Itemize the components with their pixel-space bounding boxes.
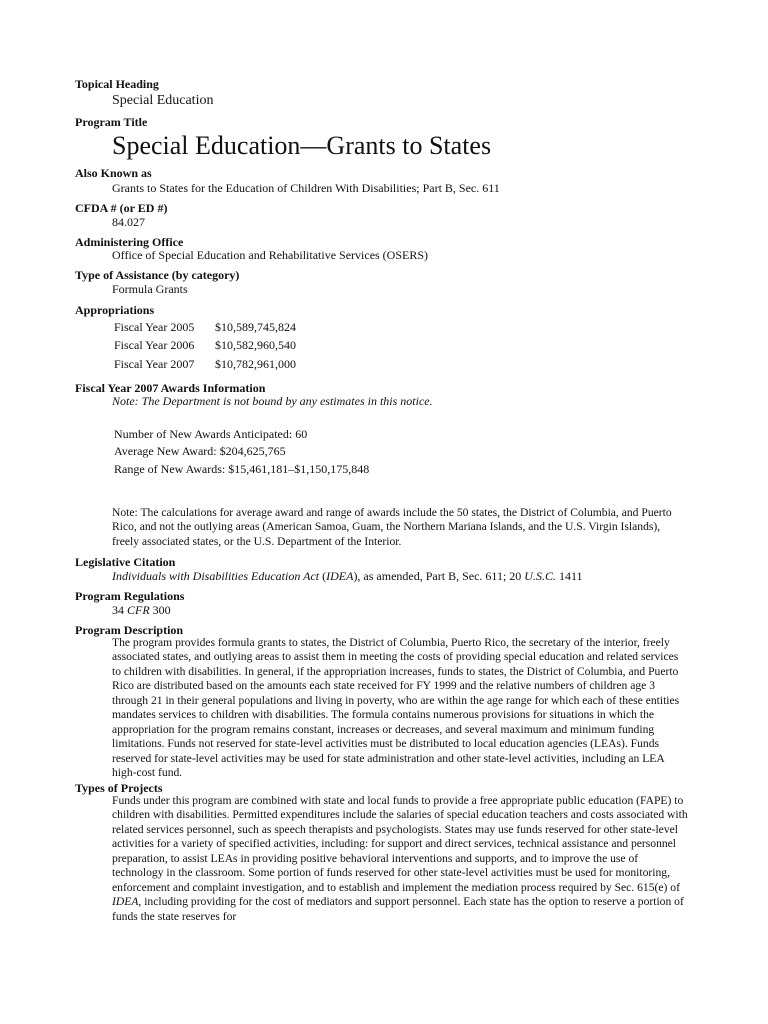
program-description-text: The program provides formula grants to states, the District of Columbia, Puerto Rico, the secretary of the interior, freely associated states, and outlying areas to assist them in meeting the costs of providing special education and related services to children with disabilities. In general, if the appropriation increases, funds to states, the District of Columbia, and Puerto Rico are distributed based on the amounts each state received for FY 1999 and the relative numbers of children age 3 through 21 in their general populations and living in poverty, who are within the age range for which each of these entities mandates services to children with disabilities. The formula contains numerous provisions for situations in which the appropriation for the program remains constant, increases or decreases, and several maximum and minimum funding limitations. Funds not reserved for state-level activities must be distributed to local education agencies (LEAs). Funds reserved for state-level activities may be used for state administration and other state-level activities, including an LEA high-cost fund.: [112, 636, 680, 780]
appropriation-amount: $10,589,745,824: [215, 320, 296, 334]
new-awards-count: Number of New Awards Anticipated: 60: [114, 427, 308, 441]
average-award: Average New Award: $204,625,765: [114, 444, 286, 458]
appropriation-amount: $10,582,960,540: [215, 338, 296, 352]
program-regulations-label: Program Regulations: [75, 589, 185, 603]
legislative-citation-value: Individuals with Disabilities Education Act (IDEA), as amended, Part B, Sec. 611; 20 U.S.C. 1411: [112, 569, 583, 583]
administering-office-value: Office of Special Education and Rehabilitative Services (OSERS): [112, 248, 429, 262]
program-description-label: Program Description: [75, 623, 184, 637]
calculation-note: Note: The calculations for average award and range of awards include the 50 states, the District of Columbia, and Puerto Rico, and not the outlying areas (American Samoa, Guam, the Northern Mariana Islands, and the U.S. Virgin Islands), freely associated states, or the U.S. Department of the Interior.: [112, 506, 672, 548]
program-regulations-value: 34 CFR 300: [112, 603, 171, 617]
appropriation-amount: $10,782,961,000: [215, 357, 296, 371]
program-title: Special Education—Grants to States: [112, 131, 492, 160]
usc-abbreviation: U.S.C.: [524, 569, 556, 583]
fiscal-year: Fiscal Year 2005: [114, 320, 195, 334]
awards-disclaimer: Note: The Department is not bound by any estimates in this notice.: [112, 394, 433, 408]
also-known-value: Grants to States for the Education of Children With Disabilities; Part B, Sec. 611: [112, 181, 500, 195]
topical-heading-value: Special Education: [112, 93, 214, 108]
legislative-citation-label: Legislative Citation: [75, 555, 176, 569]
program-title-label: Program Title: [75, 115, 148, 129]
award-range: Range of New Awards: $15,461,181–$1,150,175,848: [114, 462, 370, 476]
assistance-type-value: Formula Grants: [112, 282, 188, 296]
assistance-type-label: Type of Assistance (by category): [75, 268, 240, 282]
awards-info-label: Fiscal Year 2007 Awards Information: [75, 381, 266, 395]
administering-office-label: Administering Office: [75, 235, 184, 249]
also-known-label: Also Known as: [75, 166, 152, 180]
appropriation-row: [114, 320, 296, 334]
act-abbreviation: IDEA: [326, 569, 354, 583]
idea-abbreviation: IDEA: [112, 895, 139, 909]
fiscal-year: Fiscal Year 2006: [114, 338, 195, 352]
fiscal-year: Fiscal Year 2007: [114, 357, 195, 371]
cfda-label: CFDA # (or ED #): [75, 201, 168, 215]
appropriation-row: [114, 338, 296, 352]
appropriations-label: Appropriations: [75, 303, 155, 317]
types-of-projects-label: Types of Projects: [75, 781, 163, 795]
types-of-projects-text: Funds under this program are combined with state and local funds to provide a free appropriate public education (FAPE) to children with disabilities. Permitted expenditures include the salaries of special education teachers and costs associated with related services personnel, such as speech therapists and psychologists. States may use funds reserved for other state-level activities for a variety of specified activities, including: for support and direct services, technical assistance and personnel preparation, to assist LEAs in providing positive behavioral interventions and supports, and to improve the use of technology in the classroom. Some portion of funds reserved for other state-level activities must be used for monitoring, enforcement and complaint investigation, and to establish and implement the mediation process required by Sec. 615(e) of IDEA, including providing for the cost of mediators and support personnel. Each state has the option to reserve a portion of funds the state reserves for: [112, 794, 688, 923]
act-name: Individuals with Disabilities Education Act: [112, 569, 320, 583]
topical-heading-label: Topical Heading: [75, 77, 159, 91]
cfda-value: 84.027: [112, 215, 145, 229]
cfr-abbreviation: CFR: [127, 603, 150, 617]
appropriation-row: [114, 357, 296, 371]
